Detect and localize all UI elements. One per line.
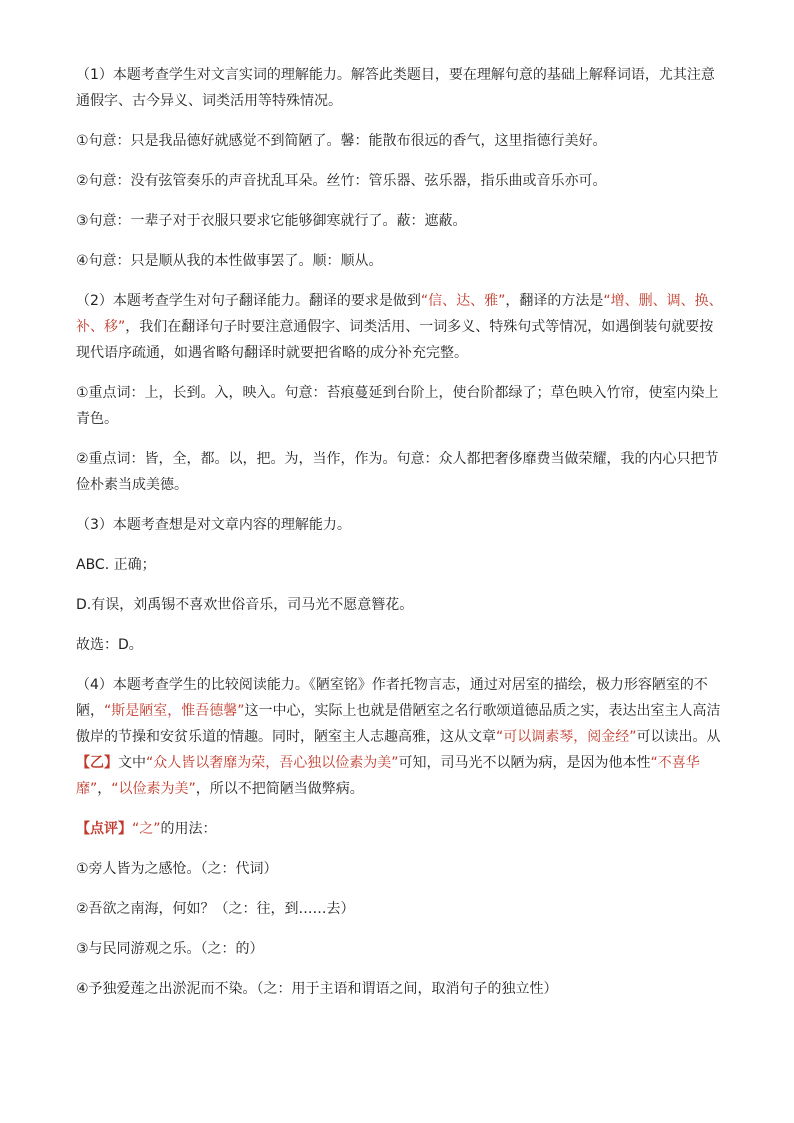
q4-text-3: 可以读出。从 xyxy=(636,729,721,745)
q3-abc: ABC. 正确； xyxy=(76,557,156,573)
q3-option-d: D.有误，刘禹锡不喜欢世俗音乐，司马光不愿意簪花。 xyxy=(76,597,414,613)
q2-item-2: ②重点词：皆，全，都。以，把。为，当作，作为。句意：众人都把奢侈靡费当做荣耀，我的内心只把节俭朴素当成美德。 xyxy=(76,451,719,493)
q2-translation-standard: “信、达、雅” xyxy=(420,293,506,309)
q1-item-3: ③句意：一辈子对于衣服只要求它能够御寒就行了。蔽：遮蔽。 xyxy=(76,213,467,229)
q2-intro-b: ，翻译的方法是 xyxy=(505,293,604,309)
q1-item-1: ①句意：只是我品德好就感觉不到简陋了。馨：能散布很远的香气，这里指德行美好。 xyxy=(76,133,607,149)
comment-item-2: ②吾欲之南海，何如？（之：往，到……去） xyxy=(76,901,355,917)
q2-intro-c: ，我们在翻译句子时要注意通假字、词类活用、一词多义、特殊句式等情况，如遇倒装句就要按现代语序疏通，如遇省略句翻译时就要把省略的成分补充完整。 xyxy=(76,319,714,361)
q3-answer: 故选：D。 xyxy=(76,637,143,653)
comment-item-3: ③与民同游观之乐。（之：的） xyxy=(76,941,264,957)
comment-keyword: “之” xyxy=(132,821,161,837)
q4-text-7: ，所以不把简陋当做弊病。 xyxy=(195,781,364,797)
comment-title-rest: 的用法： xyxy=(160,821,217,837)
q4-paragraph xyxy=(76,672,726,802)
q4-quote-5: “以俭素为美” xyxy=(111,781,196,797)
q2-intro xyxy=(76,288,726,366)
q2-intro-a: （2）本题考查学生对句子翻译能力。翻译的要求是做到 xyxy=(76,293,421,309)
comment-title xyxy=(76,816,726,842)
q1-item-4: ④句意：只是顺从我的本性做事罢了。顺：顺从。 xyxy=(76,253,383,269)
comment-item-1: ①旁人皆为之感怆。（之：代词） xyxy=(76,861,278,877)
q4-bracket-yi: 【乙】 xyxy=(76,755,118,771)
q4-text-1: （4）本题考查学生的比较阅读能力。《陋室铭》作者托物言志，通过对居室的描绘，极力形容陋室的不陋， xyxy=(76,677,708,719)
q4-text-2: 这一中心，实际上也就是借陋室之名行歌颂道德品质之实，表达出室主人高洁傲岸的节操和安贫乐道的情趣。同时，陋室主人志趣高雅，这从文章 xyxy=(76,703,721,745)
q3-intro: （3）本题考查想是对文章内容的理解能力。 xyxy=(76,517,351,533)
q1-item-2: ②句意：没有弦管奏乐的声音扰乱耳朵。丝竹：管乐器、弦乐器，指乐曲或音乐亦可。 xyxy=(76,173,607,189)
q2-item-1: ①重点词：上，长到。入，映入。句意：苔痕蔓延到台阶上，使台阶都绿了；草色映入竹帘，使室内染上青色。 xyxy=(76,385,719,427)
q4-quote-2: “可以调素琴，阅金经” xyxy=(496,729,637,745)
answer-document xyxy=(76,62,726,1002)
q1-intro: （1）本题考查学生对文言实词的理解能力。解答此类题目，要在理解句意的基础上解释词语，尤其注意通假字、古今异义、词类活用等特殊情况。 xyxy=(76,67,715,109)
q4-quote-3: “众人皆以奢靡为荣，吾心独以俭素为美” xyxy=(146,755,399,771)
q4-quote-4: “不喜华靡” xyxy=(76,755,700,797)
q2-translation-methods: “增、删、调、换、补、移” xyxy=(76,293,723,335)
q4-text-4: 文中 xyxy=(118,755,146,771)
comment-item-4: ④予独爱莲之出淤泥而不染。（之：用于主语和谓语之间，取消句子的独立性） xyxy=(76,981,558,997)
q4-text-6: ， xyxy=(97,781,112,797)
q4-text-5: 可知，司马光不以陋为病，是因为他本性 xyxy=(398,755,651,771)
q4-quote-1: “斯是陋室，惟吾德馨” xyxy=(104,703,245,719)
comment-bracket: 【点评】 xyxy=(76,821,132,837)
